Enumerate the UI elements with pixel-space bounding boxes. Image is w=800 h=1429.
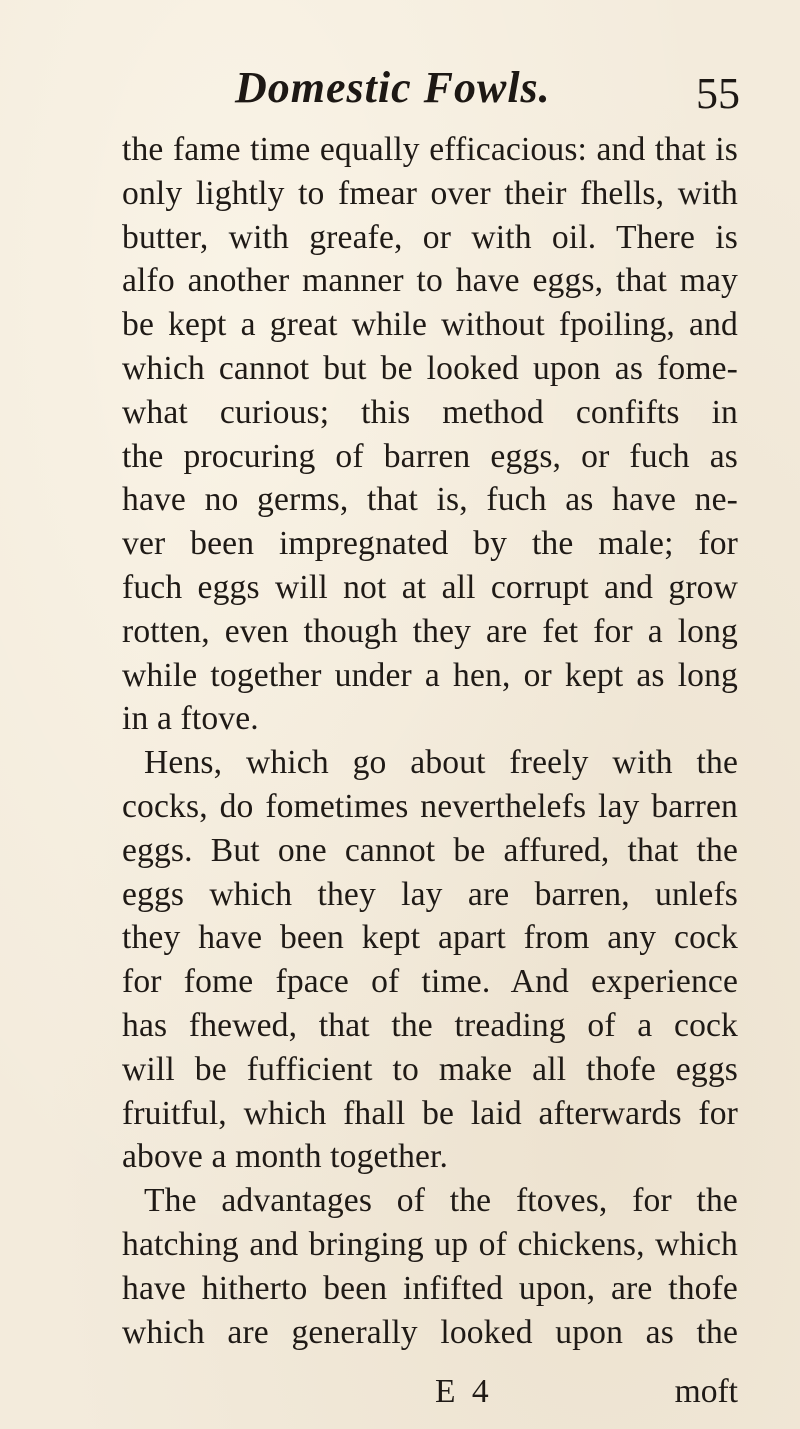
- text-line: only lightly to fmear over their fhells, with: [122, 174, 738, 212]
- text-line: they have been kept apart from any cock: [122, 919, 738, 957]
- text-line: has fhewed, that the treading of a cock: [122, 1006, 738, 1044]
- body-text: [122, 128, 738, 1354]
- text-line: above a month together.: [122, 1138, 449, 1176]
- text-line: the fame time equally efficacious: and that is: [122, 131, 738, 168]
- text-line: in a ftove.: [122, 700, 259, 738]
- text-line: fuch eggs will not at all corrupt and grow: [122, 568, 738, 606]
- text-line: eggs which they lay are barren, unlefs: [122, 875, 738, 913]
- paragraph-start-line: The advantages of the ftoves, for the: [144, 1182, 738, 1220]
- running-head: [120, 62, 740, 122]
- text-line: ver been impregnated by the male; for: [122, 525, 738, 563]
- signature-mark: E 4: [435, 1373, 493, 1410]
- text-line: while together under a hen, or kept as long: [122, 656, 738, 694]
- footer-line: [122, 1370, 738, 1414]
- catchword: moft: [674, 1373, 738, 1410]
- page-number: 55: [696, 69, 740, 118]
- text-line: rotten, even though they are fet for a long: [122, 612, 738, 650]
- text-line: hatching and bringing up of chickens, which: [122, 1225, 738, 1263]
- text-line: be kept a great while without fpoiling, and: [122, 306, 738, 344]
- text-line: eggs. But one cannot be affured, that the: [122, 831, 738, 869]
- text-line: butter, with greafe, or with oil. There is: [122, 218, 738, 256]
- text-line: the procuring of barren eggs, or fuch as: [122, 437, 738, 475]
- text-line: what curious; this method confifts in: [122, 393, 738, 431]
- text-line: have no germs, that is, fuch as have ne-: [122, 481, 738, 519]
- paragraph-start-line: Hens, which go about freely with the: [144, 744, 738, 782]
- text-line: alfo another manner to have eggs, that may: [122, 262, 738, 300]
- text-line: which cannot but be looked upon as fome-: [122, 349, 738, 387]
- text-line: for fome fpace of time. And experience: [122, 963, 738, 1001]
- text-line: fruitful, which fhall be laid afterwards for: [122, 1094, 738, 1132]
- text-line: cocks, do fometimes neverthelefs lay barren: [122, 787, 738, 825]
- text-line: have hitherto been infifted upon, are thofe: [122, 1269, 738, 1307]
- running-title: Domestic Fowls.: [235, 63, 551, 112]
- text-line: which are generally looked upon as the: [122, 1313, 738, 1351]
- text-line: will be fufficient to make all thofe eggs: [122, 1050, 738, 1088]
